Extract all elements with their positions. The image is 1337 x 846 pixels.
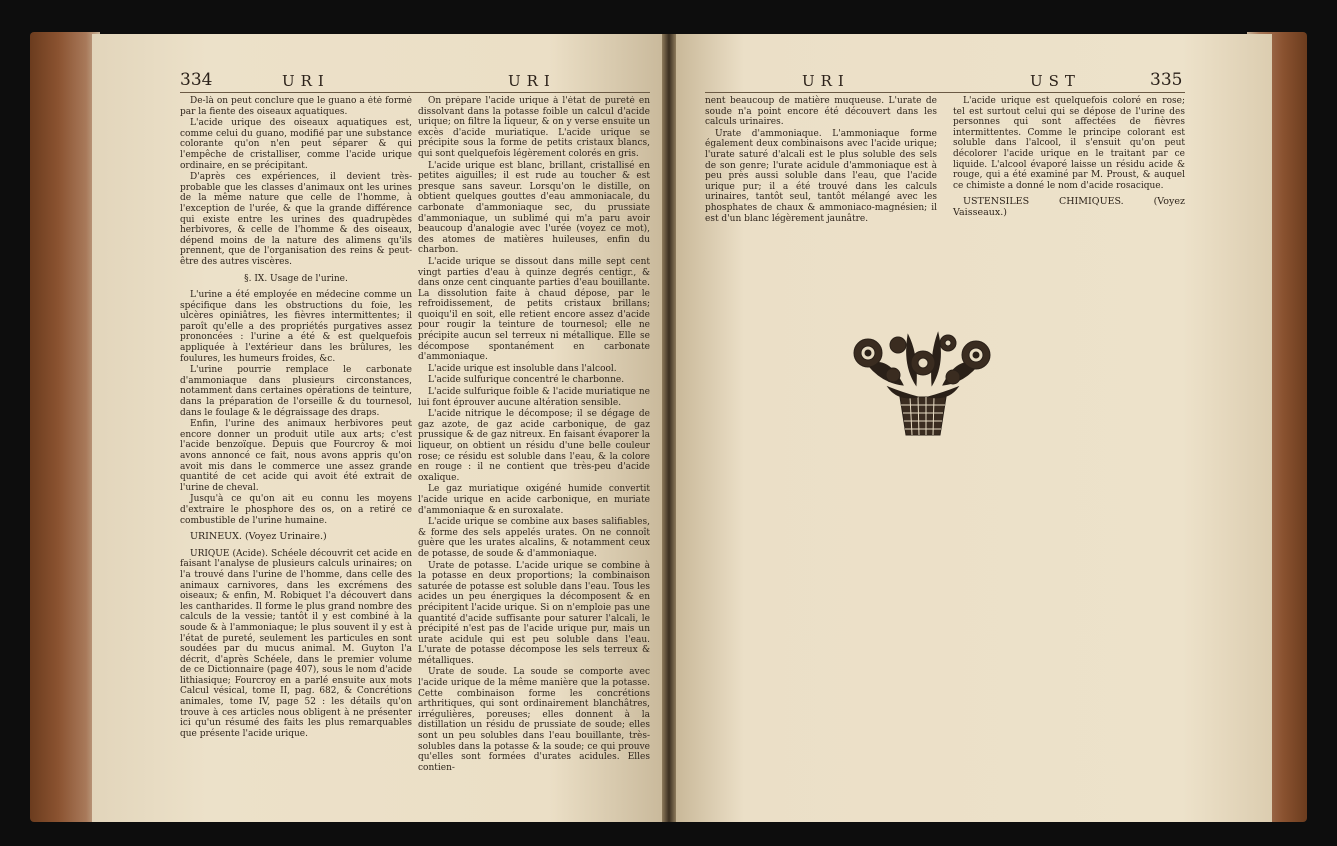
entry-heading-urineux: URINEUX. (Voyez Urinaire.) — [190, 531, 327, 543]
paragraph: L'acide urique se combine aux bases salifiables, & forme des sels appelés urates. On ne connoît guère que les urates alcalins, & notamment ceux de potasse, de soude & d'ammoniaque. — [418, 517, 650, 559]
paragraph: On prépare l'acide urique à l'état de pureté en dissolvant dans la potasse foible un calcul d'acide urique; on filtre la liqueur, & on y verse ensuite un excès d'acide muriatique. L'acide urique se précipite sous la forme de petits cristaux blancs, qui sont quelquefois légèrement colorés en gris. — [418, 96, 650, 159]
right-page-number: 335 — [1150, 70, 1183, 90]
right-header-rule — [705, 92, 1185, 93]
paragraph: L'acide urique est quelquefois coloré en rose; tel est surtout celui qui se dépose de l'urine des personnes qui sont affectées de fièvres intermittentes. Comme le principe colorant est soluble dans l'alcool, il s'ensuit qu'on peut décolorer l'acide urique en le traitant par ce liquide. L'alcool évaporé laisse un résidu acide & rouge, qui a été examiné par M. Proust, & auquel ce chimiste a donné le nom d'acide rosacique. — [953, 96, 1185, 191]
right-running-head-right: UST — [1030, 72, 1081, 90]
paragraph: L'acide nitrique le décompose; il se dégage de gaz azote, de gaz acide carbonique, de gaz prussique & de gaz nitreux. En faisant évaporer la liqueur, on obtient un résidu d'une belle couleur rose; ce résidu est soluble dans l'eau, & la colore en rouge : il ne contient que très-peu d'acide oxalique. — [418, 409, 650, 483]
right-running-head-left: URI — [802, 72, 850, 90]
paragraph: nent beaucoup de matière muqueuse. L'urate de soude n'a point encore été découvert dans les calculs urinaires. — [705, 96, 937, 128]
paragraph: L'acide urique des oiseaux aquatiques est, comme celui du guano, modifié par une substance colorante qu'on n'en peut séparer & qui l'empêche de cristalliser, comme l'acide urique ordinaire, en se précipitant. — [180, 118, 412, 171]
paragraph: Urate d'ammoniaque. L'ammoniaque forme également deux combinaisons avec l'acide urique; l'urate saturé d'alcali est le plus soluble des sels de son genre; l'urate acidule d'ammoniaque est à peu près aussi soluble dans l'eau, que l'acide urique pur; il a été trouvé dans les calculs urinaires, tantôt seul, tantôt mélangé avec les phosphates de chaux & ammoniaco-magnésien; il est d'un blanc légèrement jaunâtre. — [705, 128, 937, 224]
left-header-rule — [180, 92, 650, 93]
paragraph: Enfin, l'urine des animaux herbivores peut encore donner un produit utile aux arts; c'est l'acide benzoïque. Depuis que Fourcroy & moi avons annoncé ce fait, nous avons appris qu'on avoit mis dans le commerce une assez grande quantité de cet acide qui avoit été extrait de l'urine de cheval. — [180, 419, 412, 493]
paragraph: L'urine a été employée en médecine comme un spécifique dans les obstructions du foie, les ulcères opiniâtres, les fièvres intermittentes; il paroît qu'elle a des propriétés purgatives assez prononcées : l'urine a été & est quelquefois appliquée à l'extérieur dans les brûlures, les foulures, les humeurs froides, &c. — [180, 290, 412, 364]
left-running-head-right: URI — [508, 72, 556, 90]
paragraph: L'acide urique est insoluble dans l'alcool. — [428, 363, 617, 374]
paragraph: L'acide urique se dissout dans mille sept cent vingt parties d'eau à quinze degrés centigr., & dans onze cent cinquante parties d'eau bouillante. La dissolution faite à chaud dépose, par le refroidissement, de petits cristaux brillans; quoiqu'il en soit, elle retient encore assez d'acide pour rougir la teinture de tournesol; elle ne précipite aucun sel terreux ni métallique. Elle se décompose spontanément en carbonate d'ammoniaque. — [418, 256, 650, 363]
right-column-2 — [953, 96, 1185, 225]
paragraph: Le gaz muriatique oxigéné humide convertit l'acide urique en acide carbonique, en muriate d'ammoniaque & en suroxalate. — [418, 484, 650, 516]
right-column-1 — [705, 96, 937, 225]
left-page-number: 334 — [180, 70, 213, 90]
paragraph: L'acide sulfurique foible & l'acide muriatique ne lui font éprouver aucune altération sensible. — [418, 387, 650, 408]
left-running-head-left: URI — [282, 72, 330, 90]
entry-urique: URIQUE (Acide). Schéele découvrit cet acide en faisant l'analyse de plusieurs calculs urinaires; on l'a trouvé dans l'urine de l'homme, dans celle des animaux carnivores, dans les excrémens des oiseaux; & enfin, M. Robiquet l'a découvert dans les cantharides. Il forme le plus grand nombre des calculs de la vessie; tantôt il y est combiné à la soude & à l'ammoniaque; le plus souvent il y est à l'état de pureté, seulement les particules en sont soudées par du mucus animal. M. Guyton l'a décrit, d'après Schéele, dans le premier volume de ce Dictionnaire (page 407), sous le nom d'acide lithiasique; Fourcroy en a parlé ensuite aux mots Calcul vésical, tome II, pag. 682, & Concrétions animales, tome IV, page 52 : les détails qu'on trouve à ces articles nous obligent à ne présenter ici qu'un résumé des faits les plus remarquables que présente l'acide urique. — [180, 548, 412, 739]
paragraph: L'acide sulfurique concentré le charbonne. — [428, 375, 625, 386]
paragraph: Urate de potasse. L'acide urique se combine à la potasse en deux proportions; la combinaison saturée de potasse est soluble dans l'eau. Tous les acides un peu énergiques la décomposent & en précipitent l'acide urique. Si on n'emploie pas une quantité d'acide suffisante pour saturer l'alcali, le précipité n'est pas de l'acide urique pur, mais un urate acidule qui est peu soluble dans l'eau. L'urate de potasse décompose les sels terreux & métalliques. — [418, 560, 650, 666]
flower-basket-vignette — [848, 325, 998, 440]
entry-heading-ustensiles: USTENSILES CHIMIQUES. (Voyez Vaisseaux.) — [953, 196, 1185, 218]
paragraph: D'après ces expériences, il devient très-probable que les classes d'animaux ont les urines de la même nature que celle de l'homme, à l'exception de l'urée, & que la grande différence qui existe entre les urines des quadrupèdes herbivores, & celle de l'homme & des oiseaux, dépend moins de la nature des alimens qu'ils prennent, que de l'organisation des reins & peut-être des autres viscères. — [180, 172, 412, 267]
paragraph: Urate de soude. La soude se comporte avec l'acide urique de la même manière que la potasse. Cette combinaison forme les concrétions arthritiques, qui sont ordinairement blanchâtres, irrégulières, poreuses; elles donnent à la distillation un résidu de prussiate de soude; elles sont un peu solubles dans l'eau bouillante, très-solubles dans la potasse & la soude; ce qui prouve qu'elles sont formées d'urates acidules. Elles contien- — [418, 667, 650, 773]
book-gutter — [662, 34, 676, 822]
left-column-2 — [418, 96, 650, 826]
paragraph: L'acide urique est blanc, brillant, cristallisé en petites aiguilles; il est rude au toucher & est presque sans saveur. Lorsqu'on le distille, on obtient quelques gouttes d'eau ammoniacale, du carbonate d'ammoniaque sec, du prussiate d'ammoniaque, un sublimé qui m'a paru avoir beaucoup d'analogie avec l'urée (voyez ce mot), des atomes de matières huileuses, enfin du charbon. — [418, 160, 650, 256]
paragraph: Jusqu'à ce qu'on ait eu connu les moyens d'extraire le phosphore des os, on a retiré ce combustible de l'urine humaine. — [180, 494, 412, 526]
paragraph: De-là on peut conclure que le guano a été formé par la fiente des oiseaux aquatiques. — [180, 96, 412, 117]
paragraph: L'urine pourrie remplace le carbonate d'ammoniaque dans plusieurs circonstances, notamment dans certaines opérations de teinture, dans la préparation de l'orseille & du tournesol, dans le foulage & le dégraissage des draps. — [180, 365, 412, 418]
left-column-1 — [180, 96, 412, 766]
section-heading: §. IX. Usage de l'urine. — [244, 273, 348, 284]
book-cover-left — [30, 32, 100, 822]
